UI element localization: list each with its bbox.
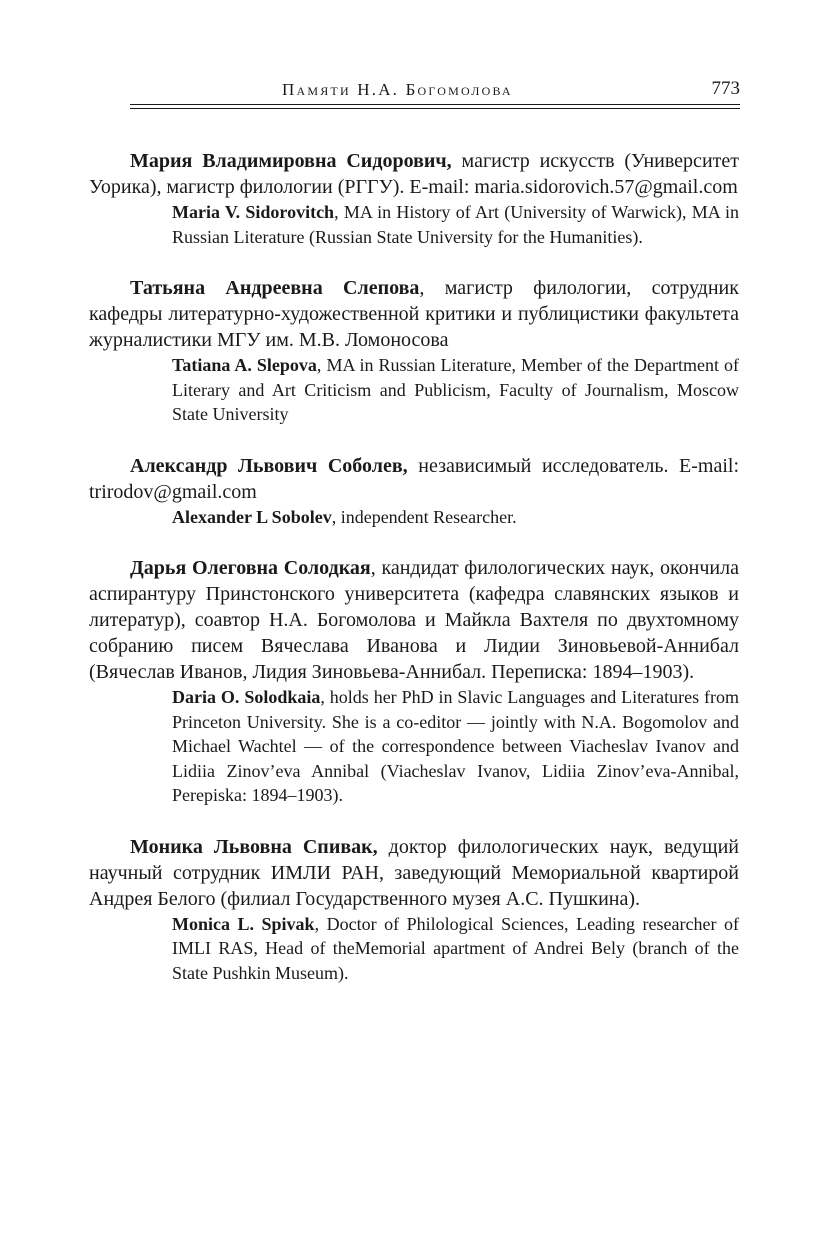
english-bio — [172, 200, 739, 249]
english-bio — [172, 912, 739, 986]
english-name: Monica L. Spivak — [172, 913, 315, 934]
header-rule-top — [130, 104, 740, 105]
contributor-entry-spivak — [89, 834, 739, 986]
english-bio — [172, 685, 739, 808]
russian-description: доктор филологических наук, ведущий научный сотрудник ИМЛИ РАН, заведующий Мемориальной квартирой Андрея Белого (филиал Государственного музея А.С. Пушкина). — [89, 835, 739, 910]
english-name: Maria V. Sidorovitch — [172, 202, 335, 222]
russian-bio — [89, 148, 739, 200]
page-number: 773 — [711, 78, 740, 99]
russian-name: Моника Львовна Спивак, — [130, 835, 378, 858]
russian-bio — [89, 453, 739, 505]
contributor-entry-sidorovich — [89, 148, 739, 249]
english-description: , MA in Russian Literature, Member of the Department of Literary and Art Criticism and Publicism, Faculty of Journalism, Moscow State University — [172, 355, 739, 424]
english-name: Tatiana A. Slepova — [172, 355, 317, 375]
contributor-entry-sobolev — [89, 453, 739, 530]
russian-name: Мария Владимировна Сидорович, — [130, 150, 452, 172]
english-description: , independent Researcher. — [331, 506, 517, 527]
russian-description: независимый исследователь. E-mail: trirodov@gmail.com — [89, 454, 739, 503]
russian-name: Дарья Олеговна Солодкая — [130, 557, 371, 579]
header-rule-bottom — [130, 108, 740, 109]
contributors-list — [89, 148, 739, 985]
english-name: Daria O. Solodkaia — [172, 687, 321, 707]
contributor-entry-slepova — [89, 275, 739, 427]
russian-description: магистр искусств (Университет Уорика), магистр филологии (РГГУ). E-mail: maria.sidorovich.57@gmail.com — [89, 150, 739, 198]
russian-description: , кандидат филологических наук, окончила аспирантуру Принстонского университета (кафедра славянских языков и литератур), соавтор Н.А. Богомолова и Майкла Вахтеля по двухтомному собранию писем Вячеслава Иванова и Лидии Зиновьевой-Аннибал (Вячеслав Иванов, Лидия Зиновьева-Аннибал. Переписка: 1894–1903). — [89, 557, 739, 683]
russian-description: , магистр филологии, сотрудник кафедры литературно-художественной критики и публицистики факультета журналистики МГУ им. М.В. Ломоносова — [89, 277, 739, 351]
contributor-entry-solodkaia — [89, 555, 739, 808]
running-head — [130, 76, 740, 106]
running-title: Памяти Н.А. Богомолова — [282, 80, 513, 99]
russian-bio — [89, 275, 739, 353]
russian-bio — [89, 834, 739, 912]
russian-bio — [89, 555, 739, 685]
english-description: , Doctor of Philological Sciences, Leading researcher of IMLI RAS, Head of theMemorial apartment of Andrei Bely (branch of the State Pushkin Museum). — [172, 913, 739, 983]
english-description: , MA in History of Art (University of Warwick), MA in Russian Literature (Russian State University for the Humanities). — [172, 202, 740, 247]
russian-name: Татьяна Андреевна Слепова — [130, 277, 420, 299]
english-bio — [172, 353, 739, 427]
english-bio — [172, 505, 739, 530]
russian-name: Александр Львович Соболев, — [130, 454, 408, 477]
english-description: , holds her PhD in Slavic Languages and Literatures from Princeton University. She is a co-editor — jointly with N.A. Bogomolov and Michael Wachtel — of the correspondence between Viacheslav Ivanov and Lidiia Zinov’eva Annibal (Viacheslav Ivanov, Lidiia Zinov’eva-Annibal, Perepiska: 1894–1903). — [172, 687, 739, 805]
english-name: Alexander L Sobolev — [172, 506, 332, 527]
